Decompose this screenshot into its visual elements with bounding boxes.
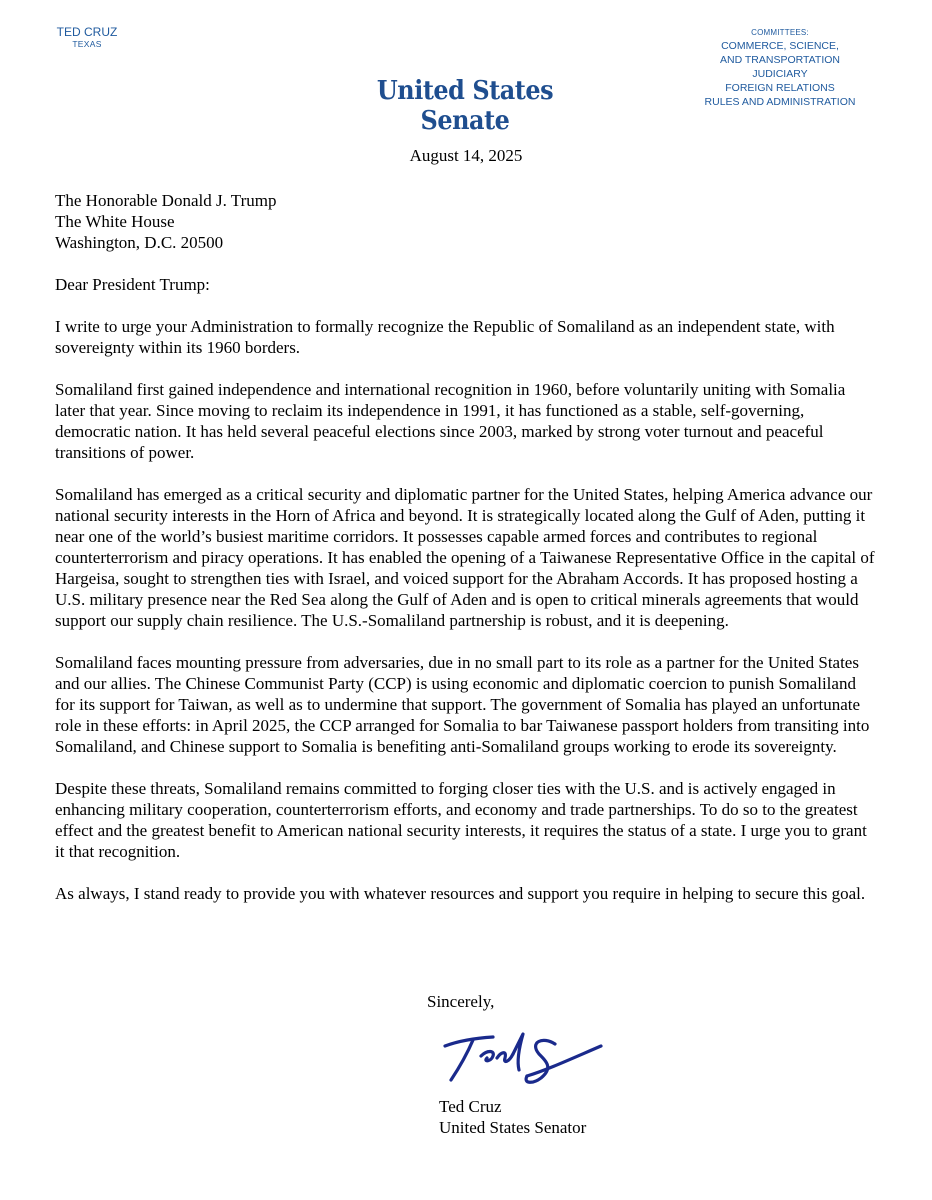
salutation: Dear President Trump: xyxy=(55,275,210,294)
signer-name: Ted Cruz xyxy=(439,1097,502,1116)
senator-state: TEXAS xyxy=(72,39,102,49)
committee-item: AND TRANSPORTATION xyxy=(720,54,840,66)
committee-item: COMMERCE, SCIENCE, xyxy=(721,40,839,52)
senator-block xyxy=(52,25,122,49)
signer-title: United States Senator xyxy=(439,1118,587,1137)
body-paragraph: Somaliland first gained independence and international recognition in 1960, before voluntarily uniting with Somalia later that year. Since moving to reclaim its independence in 1991, it has functioned as a stable, self-governing, democratic nation. It has held several peaceful elections since 2003, marked by strong voter turnout and peaceful transitions of power. xyxy=(55,380,846,462)
committees-list xyxy=(695,27,865,109)
body-paragraph: Somaliland has emerged as a critical security and diplomatic partner for the United States, helping America advance our national security interests in the Horn of Africa and beyond. It is strategically located along the Gulf of Aden, putting it near one of the world’s busiest maritime corridors. It possesses capable armed forces and contributes to regional counterterrorism and piracy operations. It has enabled the opening of a Taiwanese Representative Office in the capital of Hargeisa, sought to strengthen ties with Israel, and voiced support for the Abraham Accords. It has proposed hosting a U.S. military presence near the Red Sea along the Gulf of Aden and is open to critical minerals agreements that would support our supply chain resilience. The U.S.-Somaliland partnership is robust, and it is deepening. xyxy=(55,485,875,630)
body-paragraph: I write to urge your Administration to formally recognize the Republic of Somaliland as an independent state, with sovereignty within its 1960 borders. xyxy=(55,317,835,357)
signature-image xyxy=(443,1028,613,1096)
letter-date: August 14, 2025 xyxy=(409,146,523,165)
committee-item: FOREIGN RELATIONS xyxy=(725,82,835,94)
committees-heading: COMMITTEES: xyxy=(751,28,809,37)
letter-body xyxy=(55,190,877,925)
body-paragraph: Somaliland faces mounting pressure from adversaries, due in no small part to its role as a partner for the United States and our allies. The Chinese Communist Party (CCP) is using economic and diplomatic coercion to punish Somaliland for its support for Taiwan, as well as to undermine that support. The government of Somalia has played an unfortunate role in these efforts: in April 2025, the CCP arranged for Somalia to bar Taiwanese passport holders from transiting into Somaliland, and Chinese support to Somalia is benefiting anti-Somaliland groups working to erode its sovereignty. xyxy=(55,653,870,756)
recipient-address xyxy=(55,190,877,253)
committee-item: RULES AND ADMINISTRATION xyxy=(704,96,856,108)
address-line: The White House xyxy=(55,212,175,231)
body-paragraph: As always, I stand ready to provide you with whatever resources and support you require in helping to secure this goal. xyxy=(55,884,866,903)
committee-item: JUDICIARY xyxy=(752,68,808,80)
senator-name: TED CRUZ xyxy=(56,25,118,39)
body-paragraph: Despite these threats, Somaliland remains committed to forging closer ties with the U.S. and is actively engaged in enhancing military cooperation, counterterrorism efforts, and economy and trade partnerships. To do so to the greatest effect and the greatest benefit to American national security interests, it requires the status of a state. I urge you to grant it that recognition. xyxy=(55,779,867,861)
senate-title: United States Senate xyxy=(376,76,554,136)
closing: Sincerely, xyxy=(427,992,495,1011)
address-line: The Honorable Donald J. Trump xyxy=(55,191,277,210)
address-line: Washington, D.C. 20500 xyxy=(55,233,224,252)
